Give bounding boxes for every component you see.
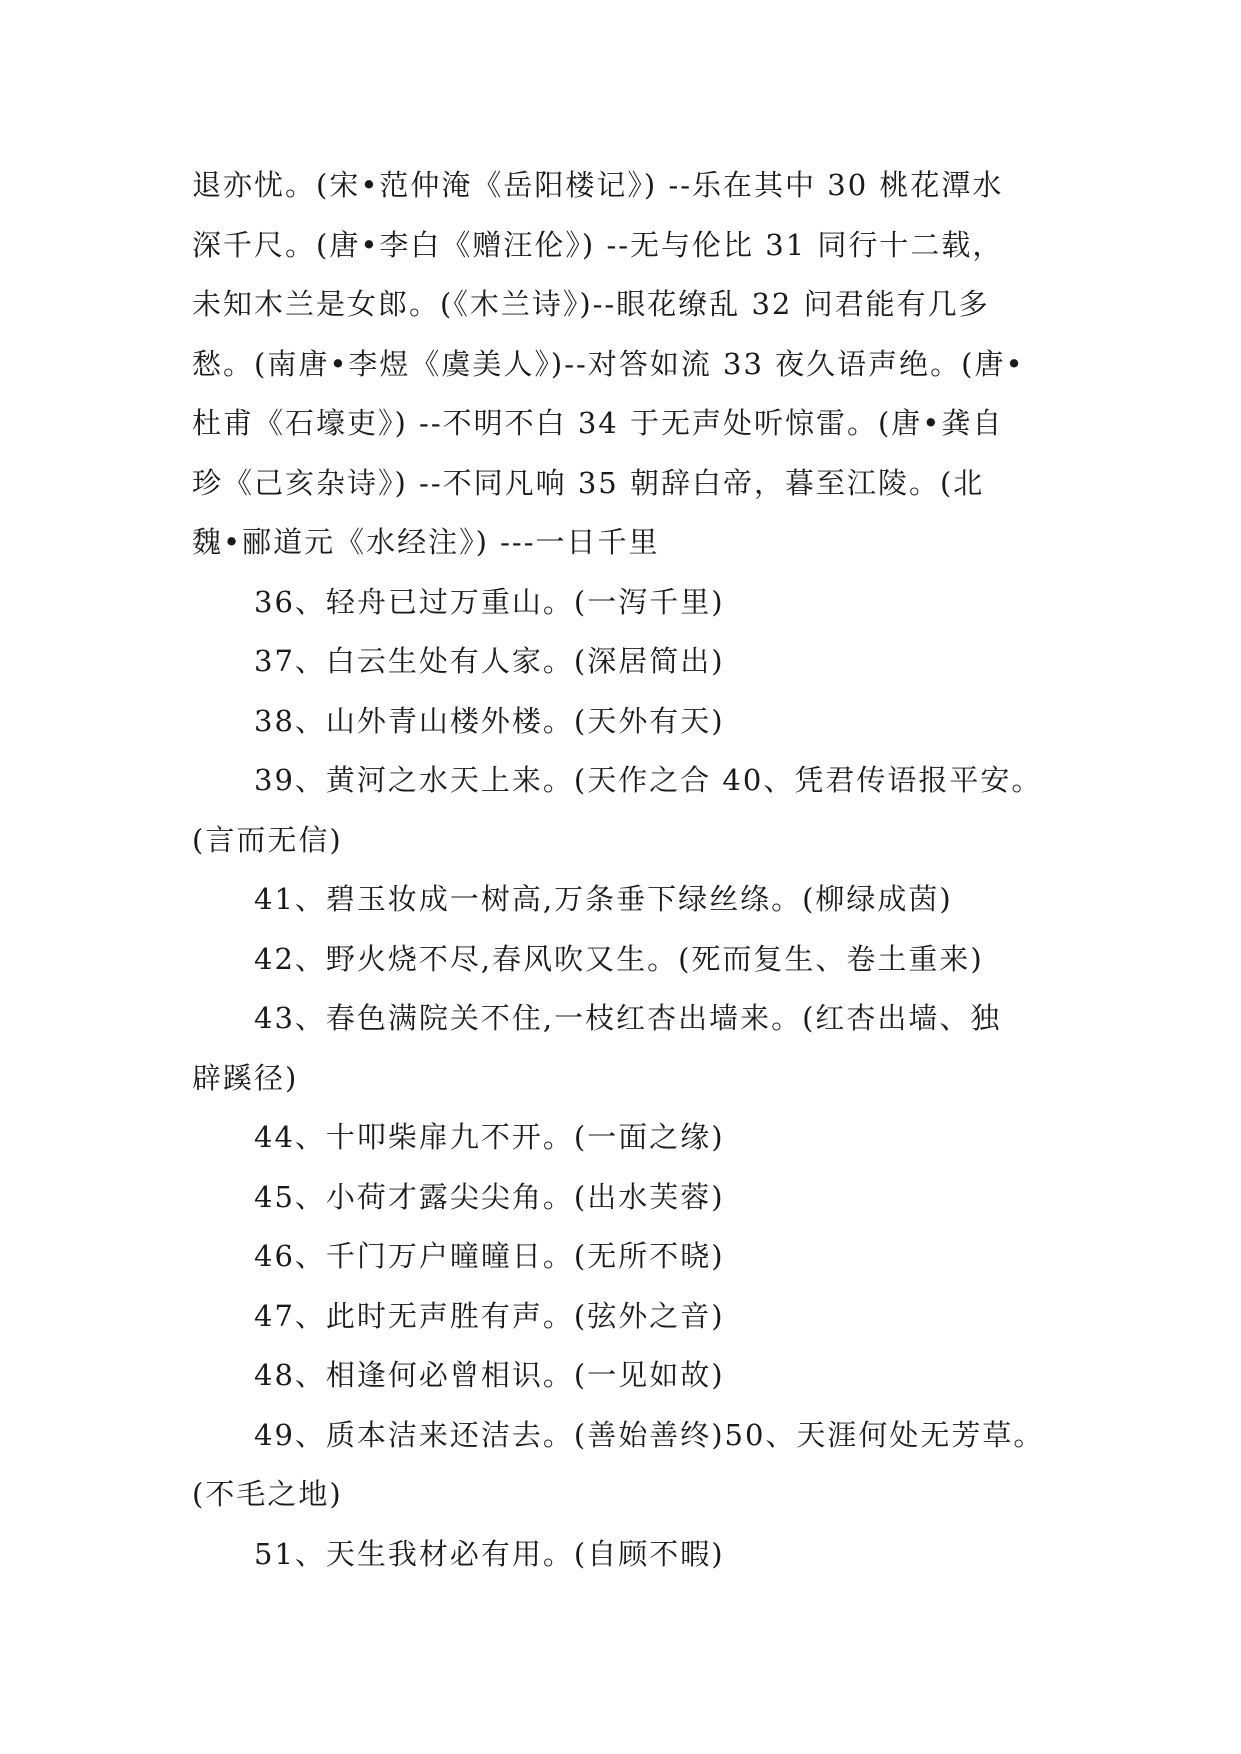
text-line: 43、春色满院关不住,一枝红杏出墙来。(红杏出墙、独: [254, 1001, 1002, 1035]
text-line: 51、天生我材必有用。(自顾不暇): [254, 1536, 725, 1571]
text-line: 46、千门万户曈曈日。(无所不晓): [254, 1239, 725, 1273]
text-line: 杜甫《石壕吏》) --不明不白 34 于无声处听惊雷。(唐•龚自: [192, 406, 1004, 440]
text-line: 44、十叩柴扉九不开。(一面之缘): [254, 1120, 725, 1154]
text-line: 珍《己亥杂诗》) --不同凡响 35 朝辞白帝，暮至江陵。(北: [192, 465, 985, 500]
text-line: (不毛之地): [192, 1477, 343, 1511]
text-line: 38、山外青山楼外楼。(天外有天): [254, 703, 725, 738]
text-line: 41、碧玉妆成一树高,万条垂下绿丝绦。(柳绿成茵): [254, 882, 953, 916]
text-line: 39、黄河之水天上来。(天作之合 40、凭君传语报平安。: [254, 763, 1043, 797]
text-line: 37、白云生处有人家。(深居简出): [254, 644, 725, 678]
text-line: 未知木兰是女郎。(《木兰诗》)--眼花缭乱 32 问君能有几多: [192, 287, 990, 321]
text-line: 48、相逢何必曾相识。(一见如故): [254, 1358, 725, 1392]
text-line: 魏•郦道元《水经注》) ---一日千里: [192, 525, 660, 559]
text-line: 49、质本洁来还洁去。(善始善终)50、天涯何处无芳草。: [254, 1417, 1045, 1452]
text-line: 退亦忧。(宋•范仲淹《岳阳楼记》) --乐在其中 30 桃花潭水: [192, 168, 1004, 202]
text-line: 辟蹊径): [192, 1060, 299, 1095]
document-body: [192, 156, 1052, 1584]
text-line: 42、野火烧不尽,春风吹又生。(死而复生、卷土重来): [254, 941, 984, 976]
text-line: 36、轻舟已过万重山。(一泻千里): [254, 584, 725, 619]
text-line: 愁。(南唐•李煜《虞美人》)--对答如流 33 夜久语声绝。(唐•: [192, 346, 1025, 381]
text-line: 深千尺。(唐•李白《赠汪伦》) --无与伦比 31 同行十二载，: [192, 227, 1004, 262]
text-line: 47、此时无声胜有声。(弦外之音): [254, 1298, 725, 1333]
text-line: 45、小荷才露尖尖角。(出水芙蓉): [254, 1179, 725, 1214]
text-line: (言而无信): [192, 822, 343, 857]
